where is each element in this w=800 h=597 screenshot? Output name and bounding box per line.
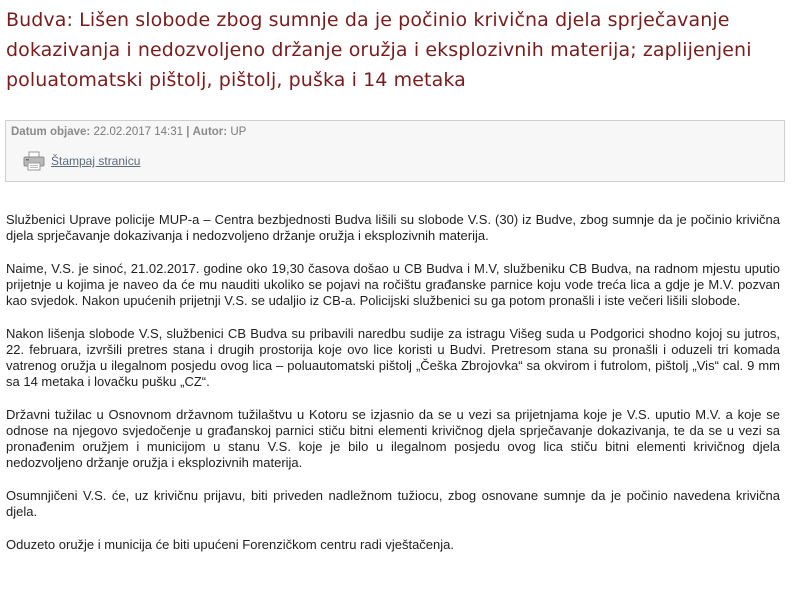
article-meta-box — [5, 120, 785, 182]
article-title: Budva: Lišen slobode zbog sumnje da je počinio krivična djela sprječavanje dokazivanja i nedozvoljeno držanje oružja i eksplozivnih materija; zaplijenjeni poluatomatski pištolj, pištolj, puška i 14 metaka — [6, 9, 752, 91]
article-paragraph: Nakon lišenja slobode V.S, službenici CB Budva su pribavili naredbu sudije za istragu Višeg suda u Podgorici shodno kojoj su jutros, 22. februara, izvršili pretres stana i drugih prostorija koje ovo lice koristi u Budvi. Pretresom stana su pronašli i oduzeli tri komada vatrenog oružja u ilegalnom posjedu ovog lica – poluautomatski pištolj „Češka Zbrojovka“ sa okvirom i futrolom, pištolj „Vis“ cal. 9 mm sa 14 metaka i lovačku pušku „CZ“. — [6, 326, 780, 389]
print-page-label[interactable]: Štampaj stranicu — [51, 154, 141, 168]
author-name: UP — [230, 126, 247, 138]
printer-icon — [23, 151, 45, 171]
article-paragraph: Oduzeto oružje i municija će biti upućeni Forenzičkom centru radi vještačenja. — [6, 537, 454, 552]
article-body — [6, 212, 780, 570]
author-label: Autor: — [192, 126, 228, 138]
date-label: Datum objave: — [11, 126, 91, 138]
publish-date: 22.02.2017 14:31 — [93, 126, 183, 138]
print-page-link[interactable] — [23, 151, 140, 171]
article-paragraph: Naime, V.S. je sinoć, 21.02.2017. godine oko 19,30 časova došao u CB Budva i M.V, službeniku CB Budva, na radnom mjestu uputio prijetnje u kojima je naveo da će mu nauditi ukoliko se pojavi na ročištu građanske parnice koju vode treća lica a gdje je M.V. pozvan kao svjedok. Nakon upućenih prijetnji V.S. se udaljio iz CB-a. Policijski službenici su ga potom pronašli i iste večeri lišili slobode. — [6, 261, 780, 308]
article-paragraph: Državni tužilac u Osnovnom državnom tužilaštvu u Kotoru se izjasnio da se u vezi sa prijetnjama koje je V.S. uputio M.V. a koje se odnose na njegovo svjedočenje u građanskoj parnici stiču bitni elementi krivičnog djela sprječavanje dokazivanja, te da se u vezi sa pronađenim oružjem i municijom u stanu V.S. koje je bilo u ilegalnom posjedu ovog lica stiču bitni elementi krivičnog djela nedozvoljeno držanje oružja i eksplozivnih materija. — [6, 407, 780, 470]
article-paragraph: Službenici Uprave policije MUP-a – Centra bezbjednosti Budva lišili su slobode V.S. (30) iz Budve, zbog sumnje da je počinio krivična djela sprječavanje dokazivanja i nedozvoljeno držanje oružja i eksplozivnih materija. — [6, 212, 780, 243]
article-paragraph: Osumnjičeni V.S. će, uz krivičnu prijavu, biti priveden nadležnom tužiocu, zbog osnovane sumnje da je počinio navedena krivična djela. — [6, 488, 780, 519]
meta-separator: | — [186, 126, 190, 138]
article-meta — [11, 126, 246, 138]
